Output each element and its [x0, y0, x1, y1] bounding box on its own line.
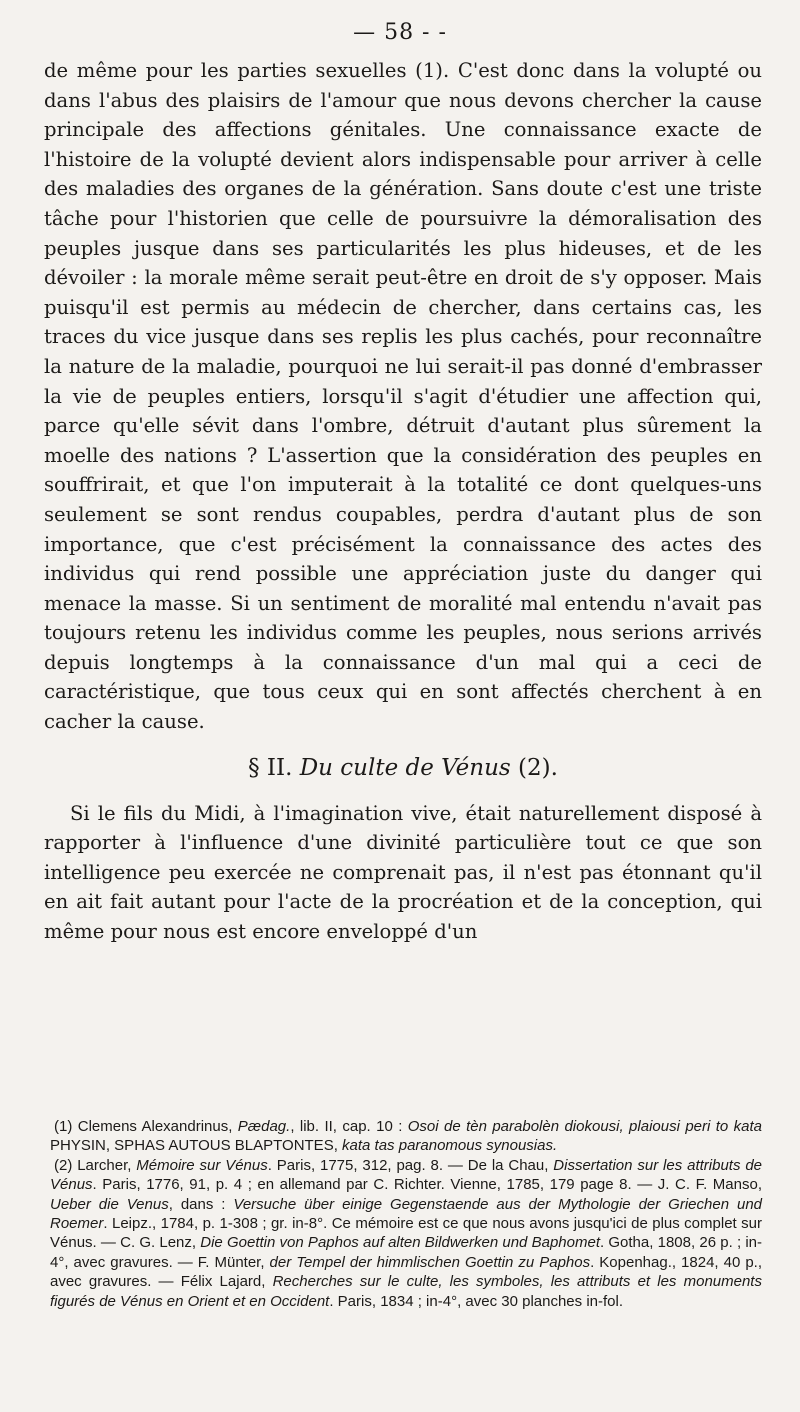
- footnote-2: [50, 1156, 762, 1311]
- section-footnote-ref: (2).: [518, 754, 558, 781]
- footnote-text-run: der Tempel der himmlischen Goettin zu Paphos: [269, 1253, 591, 1271]
- footnote-text-run: Osoi de tèn parabolèn diokousi, plaiousi peri to kata: [407, 1118, 762, 1135]
- footnote-text-run: . Paris, 1834 ; in-4°, avec 30 planches in-fol.: [329, 1292, 624, 1310]
- footnote-text-run: , lib. II, cap. 10 :: [290, 1118, 408, 1135]
- footnote-text-run: Die Goettin von Paphos auf alten Bildwerken und Baphomet: [200, 1234, 600, 1252]
- body-text: [44, 56, 762, 947]
- footnote-text-run: Mémoire sur Vénus: [136, 1156, 268, 1174]
- footnote-text-run: Larcher,: [77, 1156, 137, 1174]
- footnote-text-run: , dans :: [168, 1195, 234, 1213]
- footnote-text-run: Versuche über einige Gegenstaende aus der Mythologie der Griechen und Roemer: [50, 1195, 763, 1233]
- section-prefix: § II.: [248, 754, 293, 781]
- footnote-text-run: . Paris, 1776, 91, p. 4 ; en allemand par C. Richter. Vienne, 1785, 179 page 8. — J. C. F. Manso,: [92, 1176, 762, 1194]
- section-heading: [44, 753, 762, 783]
- footnotes: [50, 1117, 762, 1311]
- footnote-text-run: . Paris, 1775, 312, pag. 8. — De la Chau,: [267, 1156, 554, 1174]
- footnote-mark: (1): [54, 1118, 78, 1135]
- footnote-text-run: Pædag.: [237, 1118, 291, 1135]
- footnote-text-run: . Leipz., 1784, p. 1-308 ; gr. in-8°. Ce mémoire est ce que nous avons jusqu'ici de plus complet sur Vénus. — C. G. Lenz,: [50, 1215, 762, 1252]
- footnote-text-run: Clemens Alexandrinus,: [77, 1118, 238, 1135]
- page-number: — 58 - -: [353, 20, 447, 45]
- footnote-text-run: . Kopenhag., 1824, 40 p., avec gravures. — Félix Lajard,: [50, 1253, 762, 1291]
- footnote-text-run: . Gotha, 1808, 26 p. ; in-4°, avec gravures. — F. Münter,: [50, 1234, 762, 1271]
- footnote-text-run: Dissertation sur les attributs de Vénus: [50, 1156, 763, 1194]
- section-title: Du culte de Vénus: [299, 754, 511, 781]
- footnote-1: [50, 1117, 762, 1156]
- footnote-text-run: kata tas paranomous synousias.: [342, 1137, 558, 1155]
- footnote-text-run: Recherches sur le culte, les symboles, les attributs et les monuments figurés de Vénus en Orient et en Occident: [50, 1273, 762, 1310]
- footnote-text-run: PHYSIN, SPHAS AUTOUS BLAPTONTES,: [50, 1137, 343, 1155]
- paragraph-2: Si le fils du Midi, à l'imagination vive, était naturellement disposé à rapporter à l'influence d'une divinité particulière tout ce que son intelligence peu exercée ne comprenait pas, il n'est pas étonnant qu'il en ait fait autant pour l'acte de la procréation et de la conception, qui même pour nous est encore enveloppé d'un: [44, 801, 762, 944]
- footnote-text-run: Ueber die Venus: [50, 1195, 169, 1213]
- paragraph-1: de même pour les parties sexuelles (1). C'est donc dans la volupté ou dans l'abus des plaisirs de l'amour que nous devons chercher la cause principale des affections génitales. Une connaissance exacte de l'histoire de la volupté devient alors indispensable pour arriver à celle des maladies des organes de la génération. Sans doute c'est une triste tâche pour l'historien que celle de poursuivre la démoralisation des peuples jusque dans ses particularités les plus hideuses, et de les dévoiler : la morale même serait peut-être en droit de s'y opposer. Mais puisqu'il est permis au médecin de chercher, dans certains cas, les traces du vice jusque dans ses replis les plus cachés, pour reconnaître la nature de la maladie, pourquoi ne lui serait-il pas donné d'embrasser la vie de peuples entiers, lorsqu'il s'agit d'étudier une affection qui, parce qu'elle sévit dans l'ombre, détruit d'autant plus sûrement la moelle des nations ? L'assertion que la considération des peuples en souffrirait, et que l'on imputerait à la totalité ce dont quelques-uns seulement se sont rendus coupables, perdra d'autant plus de son importance, que c'est précisément la connaissance des actes des individus qui rend possible une appréciation juste du danger qui menace la masse. Si un sentiment de moralité mal entendu n'avait pas toujours retenu les individus comme les peuples, nous serions arrivés depuis longtemps à la connaissance d'un mal qui a ceci de caractéristique, que tous ceux qui en sont affectés cherchent à en cacher la cause.: [44, 59, 762, 734]
- footnote-mark: (2): [54, 1156, 78, 1174]
